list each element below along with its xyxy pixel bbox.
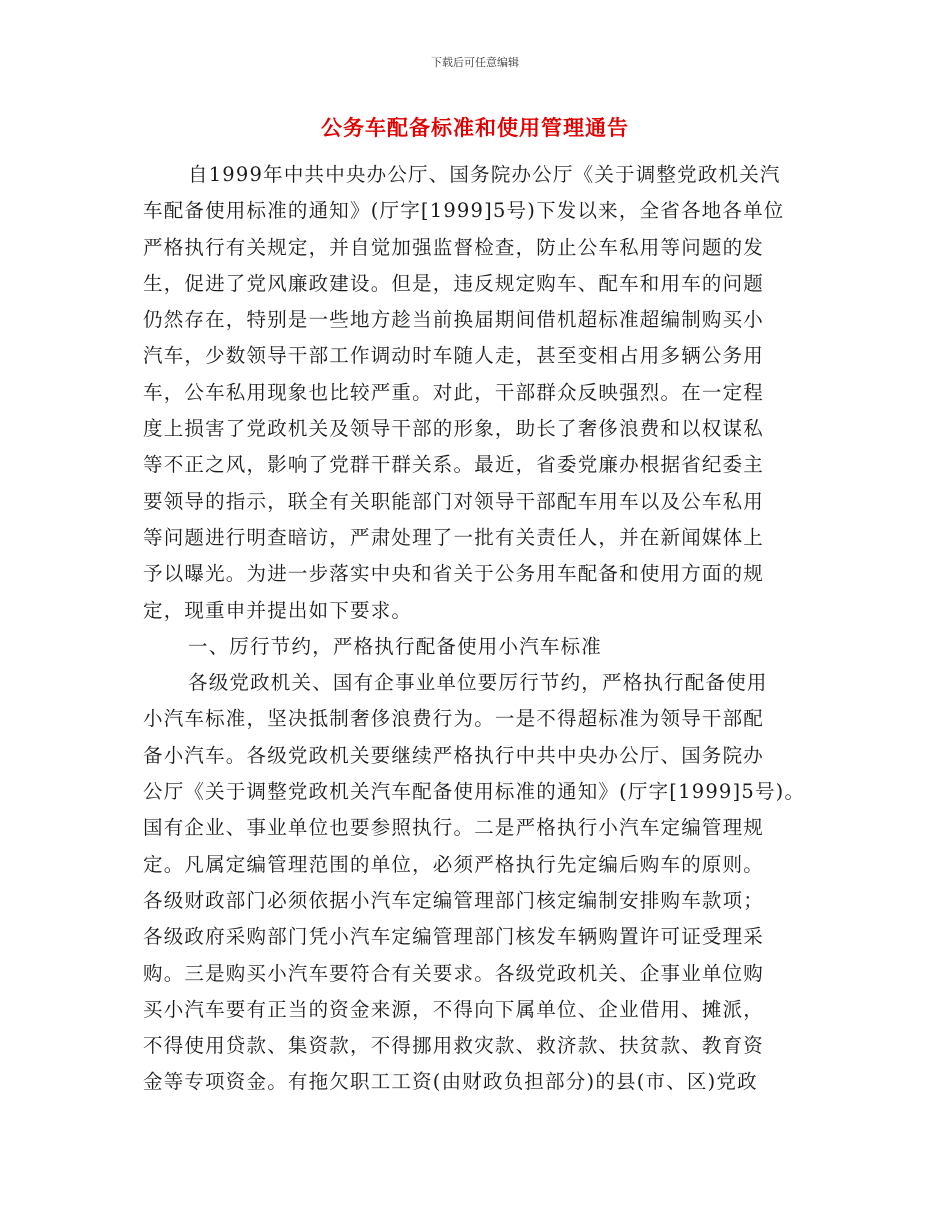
paragraph-line: 等问题进行明查暗访，严肃处理了一批有关责任人，并在新闻媒体上 bbox=[143, 525, 765, 549]
document-body bbox=[143, 157, 823, 1101]
section-heading: 一、厉行节约，严格执行配备使用小汽车标准 bbox=[188, 634, 603, 658]
paragraph-line: 予以曝光。为进一步落实中央和省关于公务用车配备和使用方面的规 bbox=[143, 562, 765, 586]
paragraph-line: 公厅《关于调整党政机关汽车配备使用标准的通知》(厅字[1999]5号)。 bbox=[143, 780, 806, 804]
paragraph-line: 生，促进了党风廉政建设。但是，违反规定购车、配车和用车的问题 bbox=[143, 271, 765, 295]
paragraph-line: 定，现重申并提出如下要求。 bbox=[143, 598, 413, 622]
paragraph-line: 备小汽车。各级党政机关要继续严格执行中共中央办公厅、国务院办 bbox=[143, 743, 765, 767]
paragraph-line: 严格执行有关规定，并自觉加强监督检查，防止公车私用等问题的发 bbox=[143, 235, 765, 259]
paragraph-line: 买小汽车要有正当的资金来源，不得向下属单位、企业借用、摊派， bbox=[143, 997, 765, 1021]
paragraph-line: 度上损害了党政机关及领导干部的形象，助长了奢侈浪费和以权谋私 bbox=[143, 417, 765, 441]
paragraph-line: 各级政府采购部门凭小汽车定编管理部门核发车辆购置许可证受理采 bbox=[143, 925, 765, 949]
paragraph-line: 汽车，少数领导干部工作调动时车随人走，甚至变相占用多辆公务用 bbox=[143, 344, 765, 368]
paragraph-line: 车配备使用标准的通知》(厅字[1999]5号)下发以来，全省各地各单位 bbox=[143, 199, 785, 223]
paragraph-line: 各级财政部门必须依据小汽车定编管理部门核定编制安排购车款项； bbox=[143, 888, 765, 912]
paragraph-line: 购。三是购买小汽车要符合有关要求。各级党政机关、企事业单位购 bbox=[143, 961, 765, 985]
paragraph-line: 车，公车私用现象也比较严重。对此，干部群众反映强烈。在一定程 bbox=[143, 380, 765, 404]
paragraph-line: 等不正之风，影响了党群干群关系。最近，省委党廉办根据省纪委主 bbox=[143, 453, 765, 477]
paragraph-line: 定。凡属定编管理范围的单位，必须严格执行先定编后购车的原则。 bbox=[143, 852, 765, 876]
paragraph-line: 要领导的指示，联全有关职能部门对领导干部配车用车以及公车私用 bbox=[143, 489, 765, 513]
paragraph-line: 仍然存在，特别是一些地方趁当前换届期间借机超标准超编制购买小 bbox=[143, 308, 765, 332]
paragraph-line: 不得使用贷款、集资款，不得挪用救灾款、救济款、扶贫款、教育资 bbox=[143, 1034, 765, 1058]
paragraph-line: 国有企业、事业单位也要参照执行。二是严格执行小汽车定编管理规 bbox=[143, 816, 765, 840]
header-note: 下载后可任意编辑 bbox=[431, 56, 519, 69]
paragraph-line: 各级党政机关、国有企事业单位要厉行节约，严格执行配备使用 bbox=[188, 671, 768, 695]
paragraph-line: 金等专项资金。有拖欠职工工资(由财政负担部分)的县(市、区)党政 bbox=[143, 1070, 758, 1094]
paragraph-line: 自1999年中共中央办公厅、国务院办公厅《关于调整党政机关汽 bbox=[188, 163, 781, 186]
document-title: 公务车配备标准和使用管理通告 bbox=[321, 116, 629, 140]
paragraph-line: 小汽车标准，坚决抵制奢侈浪费行为。一是不得超标准为领导干部配 bbox=[143, 707, 765, 731]
